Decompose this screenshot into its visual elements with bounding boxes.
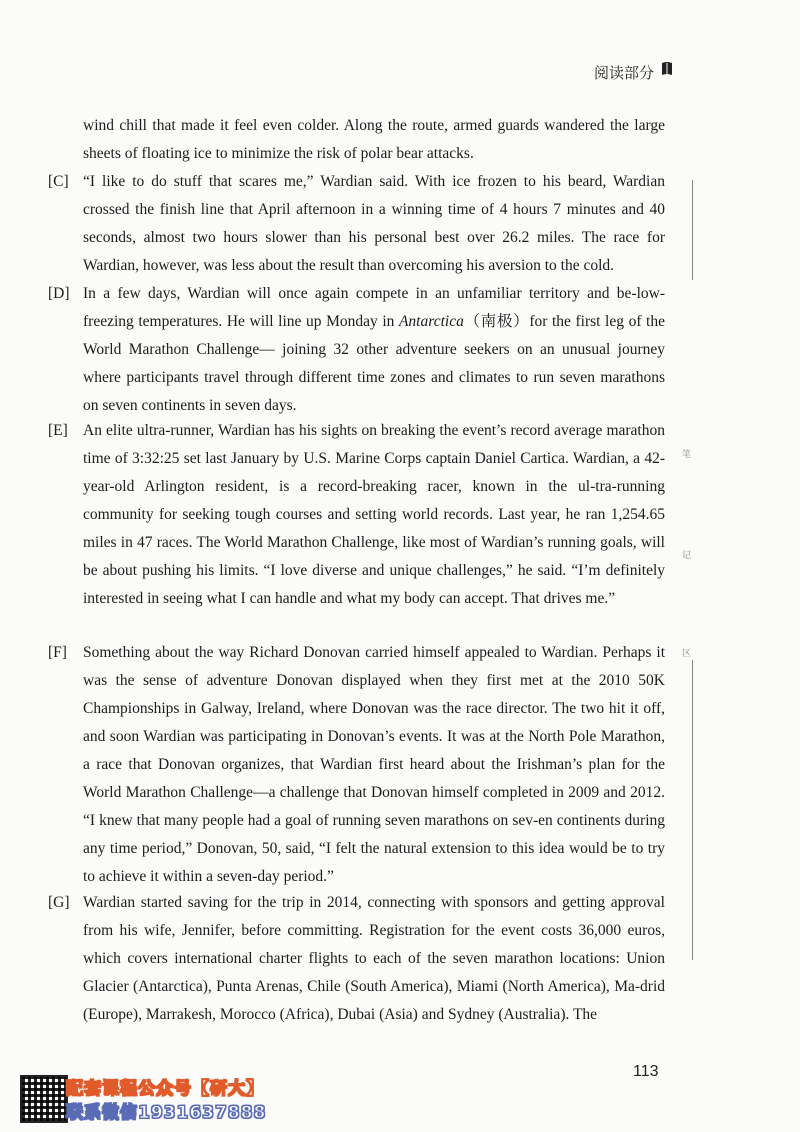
paragraph-label-f: [F] — [48, 644, 67, 661]
paragraph-text-end: （南极）for the first leg of the World Marathon Challenge— joining 32 other adventure seekers on an unusual journey where participants travel through different time zones and climates to run seven marathons on seven continents in seven days. — [83, 313, 665, 414]
promo-line-2: 联系微信1931637888 — [66, 1103, 267, 1123]
para-intro — [83, 112, 665, 168]
promo-line-1: 配套课程公众号【研大】 — [66, 1079, 264, 1099]
paragraph-text: Something about the way Richard Donovan carried himself appealed to Wardian. Perhaps it was the sense of adventure Donovan displayed when they first met at the 2010 50K Championships in Galway, Ireland, where Donovan was the race director. The two hit it off, and soon Wardian was participating in Donovan’s events. It was at the North Pole Marathon, a race that Donovan organizes, that Wardian first heard about the Irishman’s plan for the World Marathon Challenge—a challenge that Donovan himself completed in 2009 and 2012. “I knew that many people had a goal of running seven marathons on sev-en continents during any time period,” Donovan, 50, said, “I felt the natural extension to this idea would be to try to achieve it within a seven-day period.” — [83, 644, 665, 885]
para-f — [83, 639, 665, 891]
paragraph-label-c: [C] — [48, 173, 69, 190]
paragraph-label-e: [E] — [48, 422, 68, 439]
paragraph-text: “I like to do stuff that scares me,” Wardian said. With ice frozen to his beard, Wardian crossed the finish line that April afternoon in a winning time of 4 hours 7 minutes and 40 seconds, almost two hours slower than his personal best over 26.2 miles. The race for Wardian, however, was less about the result than overcoming his aversion to the cold. — [83, 173, 665, 274]
section-title: 阅读部分 — [593, 64, 654, 82]
margin-rule — [692, 180, 693, 280]
book-icon — [660, 61, 674, 77]
para-d — [83, 280, 665, 420]
side-note-ji: 记 — [682, 551, 692, 561]
margin-rule — [692, 660, 693, 960]
para-g — [83, 889, 665, 1029]
paragraph-label-d: [D] — [48, 285, 70, 302]
antarctica-italic: Antarctica — [398, 313, 464, 330]
paragraph-label-g: [G] — [48, 894, 70, 911]
page-number: 113 — [633, 1063, 659, 1080]
paragraph-text-start: In a few days, Wardian will once again compete in an unfamiliar territory and be-low-freezing temperatures. He will line up Monday in — [83, 285, 665, 330]
paragraph-text: wind chill that made it feel even colder. Along the route, armed guards wandered the large sheets of floating ice to minimize the risk of polar bear attacks. — [83, 117, 665, 162]
para-c — [83, 168, 665, 280]
paragraph-text: An elite ultra-runner, Wardian has his sights on breaking the event’s record average marathon time of 3:32:25 set last January by U.S. Marine Corps captain Daniel Cartica. Wardian, a 42-year-old Arlington resident, is a record-breaking racer, known in the ul-tra-running community for seeking tough courses and setting world records. Last year, he ran 1,254.65 miles in 47 races. The World Marathon Challenge, like most of Wardian’s running goals, will be about pushing his limits. “I love diverse and unique challenges,” he said. “I’m definitely interested in seeing what I can handle and what my body can accept. That drives me.” — [83, 422, 665, 607]
side-note-bi: 笔 — [682, 450, 692, 460]
paragraph-text: Wardian started saving for the trip in 2014, connecting with sponsors and getting approval from his wife, Jennifer, before committing. Registration for the event costs 36,000 euros, which covers international charter flights to each of the seven marathon locations: Union Glacier (Antarctica), Punta Arenas, Chile (South America), Miami (North America), Ma-drid (Europe), Marrakesh, Morocco (Africa), Dubai (Asia) and Sydney (Australia). The — [83, 894, 665, 1023]
para-e — [83, 417, 665, 613]
side-note-qu: 区 — [682, 649, 692, 659]
qr-code-icon — [20, 1075, 68, 1123]
